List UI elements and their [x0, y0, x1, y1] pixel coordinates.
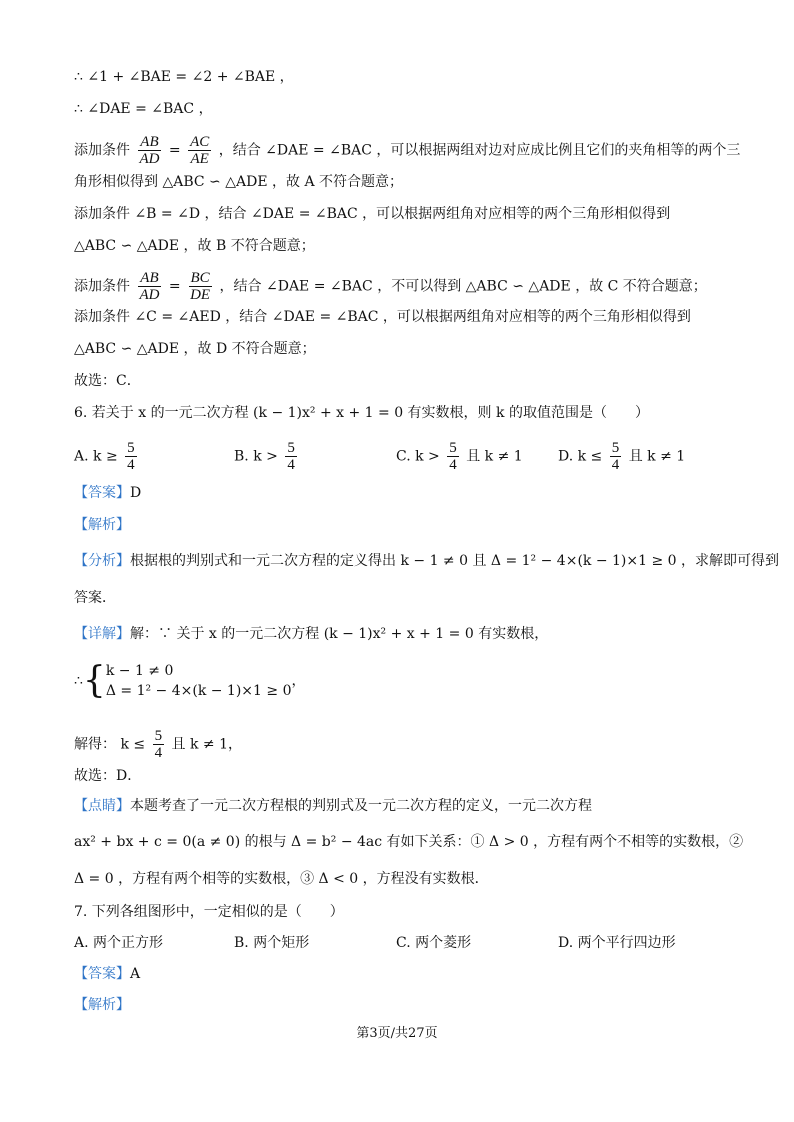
comma: ， — [291, 673, 306, 689]
fenxi-line — [74, 551, 779, 571]
fraction: $\frac{AB}{AD}$ — [139, 270, 160, 303]
analysis-tag: 【解析】 — [74, 997, 130, 1013]
equals-sign: = — [168, 142, 181, 159]
option-c: C. 两个菱形 — [396, 935, 472, 951]
text-line: 添加条件 ∠B = ∠D ，结合 ∠DAE = ∠BAC ，可以根据两组角对应相等的两个三角形相似得到 — [74, 206, 671, 222]
option-d: D. k ≤ $\frac{5}{4}$ 且 k ≠ 1 — [558, 440, 686, 473]
option-b: B. 两个矩形 — [234, 935, 310, 951]
xiangjie-tag: 【详解】 — [74, 626, 130, 642]
brace-icon: { — [82, 660, 106, 701]
dianjing-line — [74, 796, 592, 816]
text: 本题考查了一元二次方程根的判别式及一元二次方程的定义，一元二次方程 — [130, 798, 592, 814]
fraction: $\frac{5}{4}$ — [127, 440, 135, 473]
text-line: 角形相似得到 △ABC ∽ △ADE ，故 A 不符合题意； — [74, 174, 403, 190]
text-line: 答案． — [74, 590, 116, 606]
text: 添加条件 — [74, 278, 130, 295]
answer-value: A — [130, 966, 141, 982]
text-line: Δ = 0 ，方程有两个相等的实数根，③ Δ < 0 ，方程没有实数根． — [74, 871, 489, 887]
fraction: $\frac{5}{4}$ — [449, 440, 457, 473]
answer-line — [74, 483, 141, 503]
question-7: 7. 下列各组图形中，一定相似的是（ ） — [74, 904, 344, 920]
text-line: △ABC ∽ △ADE ，故 B 不符合题意； — [74, 238, 315, 254]
fenxi-tag: 【分析】 — [74, 553, 130, 569]
answer-value: D — [130, 485, 142, 501]
text-line: 故选：C． — [74, 373, 141, 389]
xiangjie-line — [74, 624, 548, 644]
text: ，结合 ∠DAE = ∠BAC ，可以根据两组对边对应成比例且它们的夹角相等的两个三 — [218, 142, 741, 159]
equals-sign: = — [168, 278, 181, 295]
text: 根据根的判别式和一元二次方程的定义得出 k − 1 ≠ 0 且 Δ = 1² − 4×(k − 1)×1 ≥ 0 ，求解即可得到 — [130, 553, 780, 569]
option-b: B. k > $\frac{5}{4}$ — [234, 440, 295, 473]
system-row: k − 1 ≠ 0 — [105, 663, 174, 679]
answer-tag: 【答案】 — [74, 485, 130, 501]
text-line: ∴ ∠1 + ∠BAE = ∠2 + ∠BAE ， — [74, 69, 294, 85]
text-line: 故选：D． — [74, 768, 142, 784]
fraction: $\frac{AC}{AE}$ — [190, 134, 210, 167]
therefore-sign: ∴ — [74, 673, 83, 689]
analysis-tag: 【解析】 — [74, 517, 130, 533]
fraction: $\frac{5}{4}$ — [287, 440, 295, 473]
fraction: $\frac{5}{4}$ — [611, 440, 620, 473]
dianjing-tag: 【点睛】 — [74, 798, 130, 814]
system-row: Δ = 1² − 4×(k − 1)×1 ≥ 0 — [105, 683, 292, 699]
text: ，结合 ∠DAE = ∠BAC ，不可以得到 △ABC ∽ △ADE ，故 C 不符合题意； — [219, 278, 707, 295]
text-line: ∴ ∠DAE = ∠BAC ， — [74, 101, 213, 117]
system-rows — [106, 661, 292, 701]
text: 解：∵ 关于 x 的一元二次方程 (k − 1)x² + x + 1 = 0 有实数根， — [130, 626, 549, 642]
answer-tag: 【答案】 — [74, 966, 130, 982]
option-d: D. 两个平行四边形 — [558, 935, 676, 951]
text-line: 添加条件 ∠C = ∠AED ，结合 ∠DAE = ∠BAC ，可以根据两组角对应相等的两个三角形相似得到 — [74, 309, 691, 325]
text-line: △ABC ∽ △ADE ，故 D 不符合题意； — [74, 341, 316, 357]
page-footer: 第3页/共27页 — [356, 1026, 438, 1041]
option-c: C. k > $\frac{5}{4}$ 且 k ≠ 1 — [396, 440, 523, 473]
text-line — [74, 270, 707, 303]
question-6: 6. 若关于 x 的一元二次方程 (k − 1)x² + x + 1 = 0 有实数根，则 k 的取值范围是（ ） — [74, 405, 649, 421]
text-line — [74, 134, 740, 167]
fraction: $\frac{AB}{AD}$ — [139, 134, 160, 167]
fraction: $\frac{5}{4}$ — [154, 728, 163, 761]
text-line: 解得： k ≤ $\frac{5}{4}$ 且 k ≠ 1， — [74, 728, 243, 761]
text-line: ax² + bx + c = 0(a ≠ 0) 的根与 Δ = b² − 4ac 有如下关系：① Δ > 0 ，方程有两个不相等的实数根，② — [74, 834, 744, 850]
equation-system — [74, 661, 305, 701]
fraction: $\frac{BC}{DE}$ — [190, 270, 211, 303]
answer-line — [74, 964, 140, 984]
option-a: A. 两个正方形 — [74, 935, 164, 951]
option-a: A. k ≥ $\frac{5}{4}$ — [74, 440, 135, 473]
text: 添加条件 — [74, 142, 130, 159]
